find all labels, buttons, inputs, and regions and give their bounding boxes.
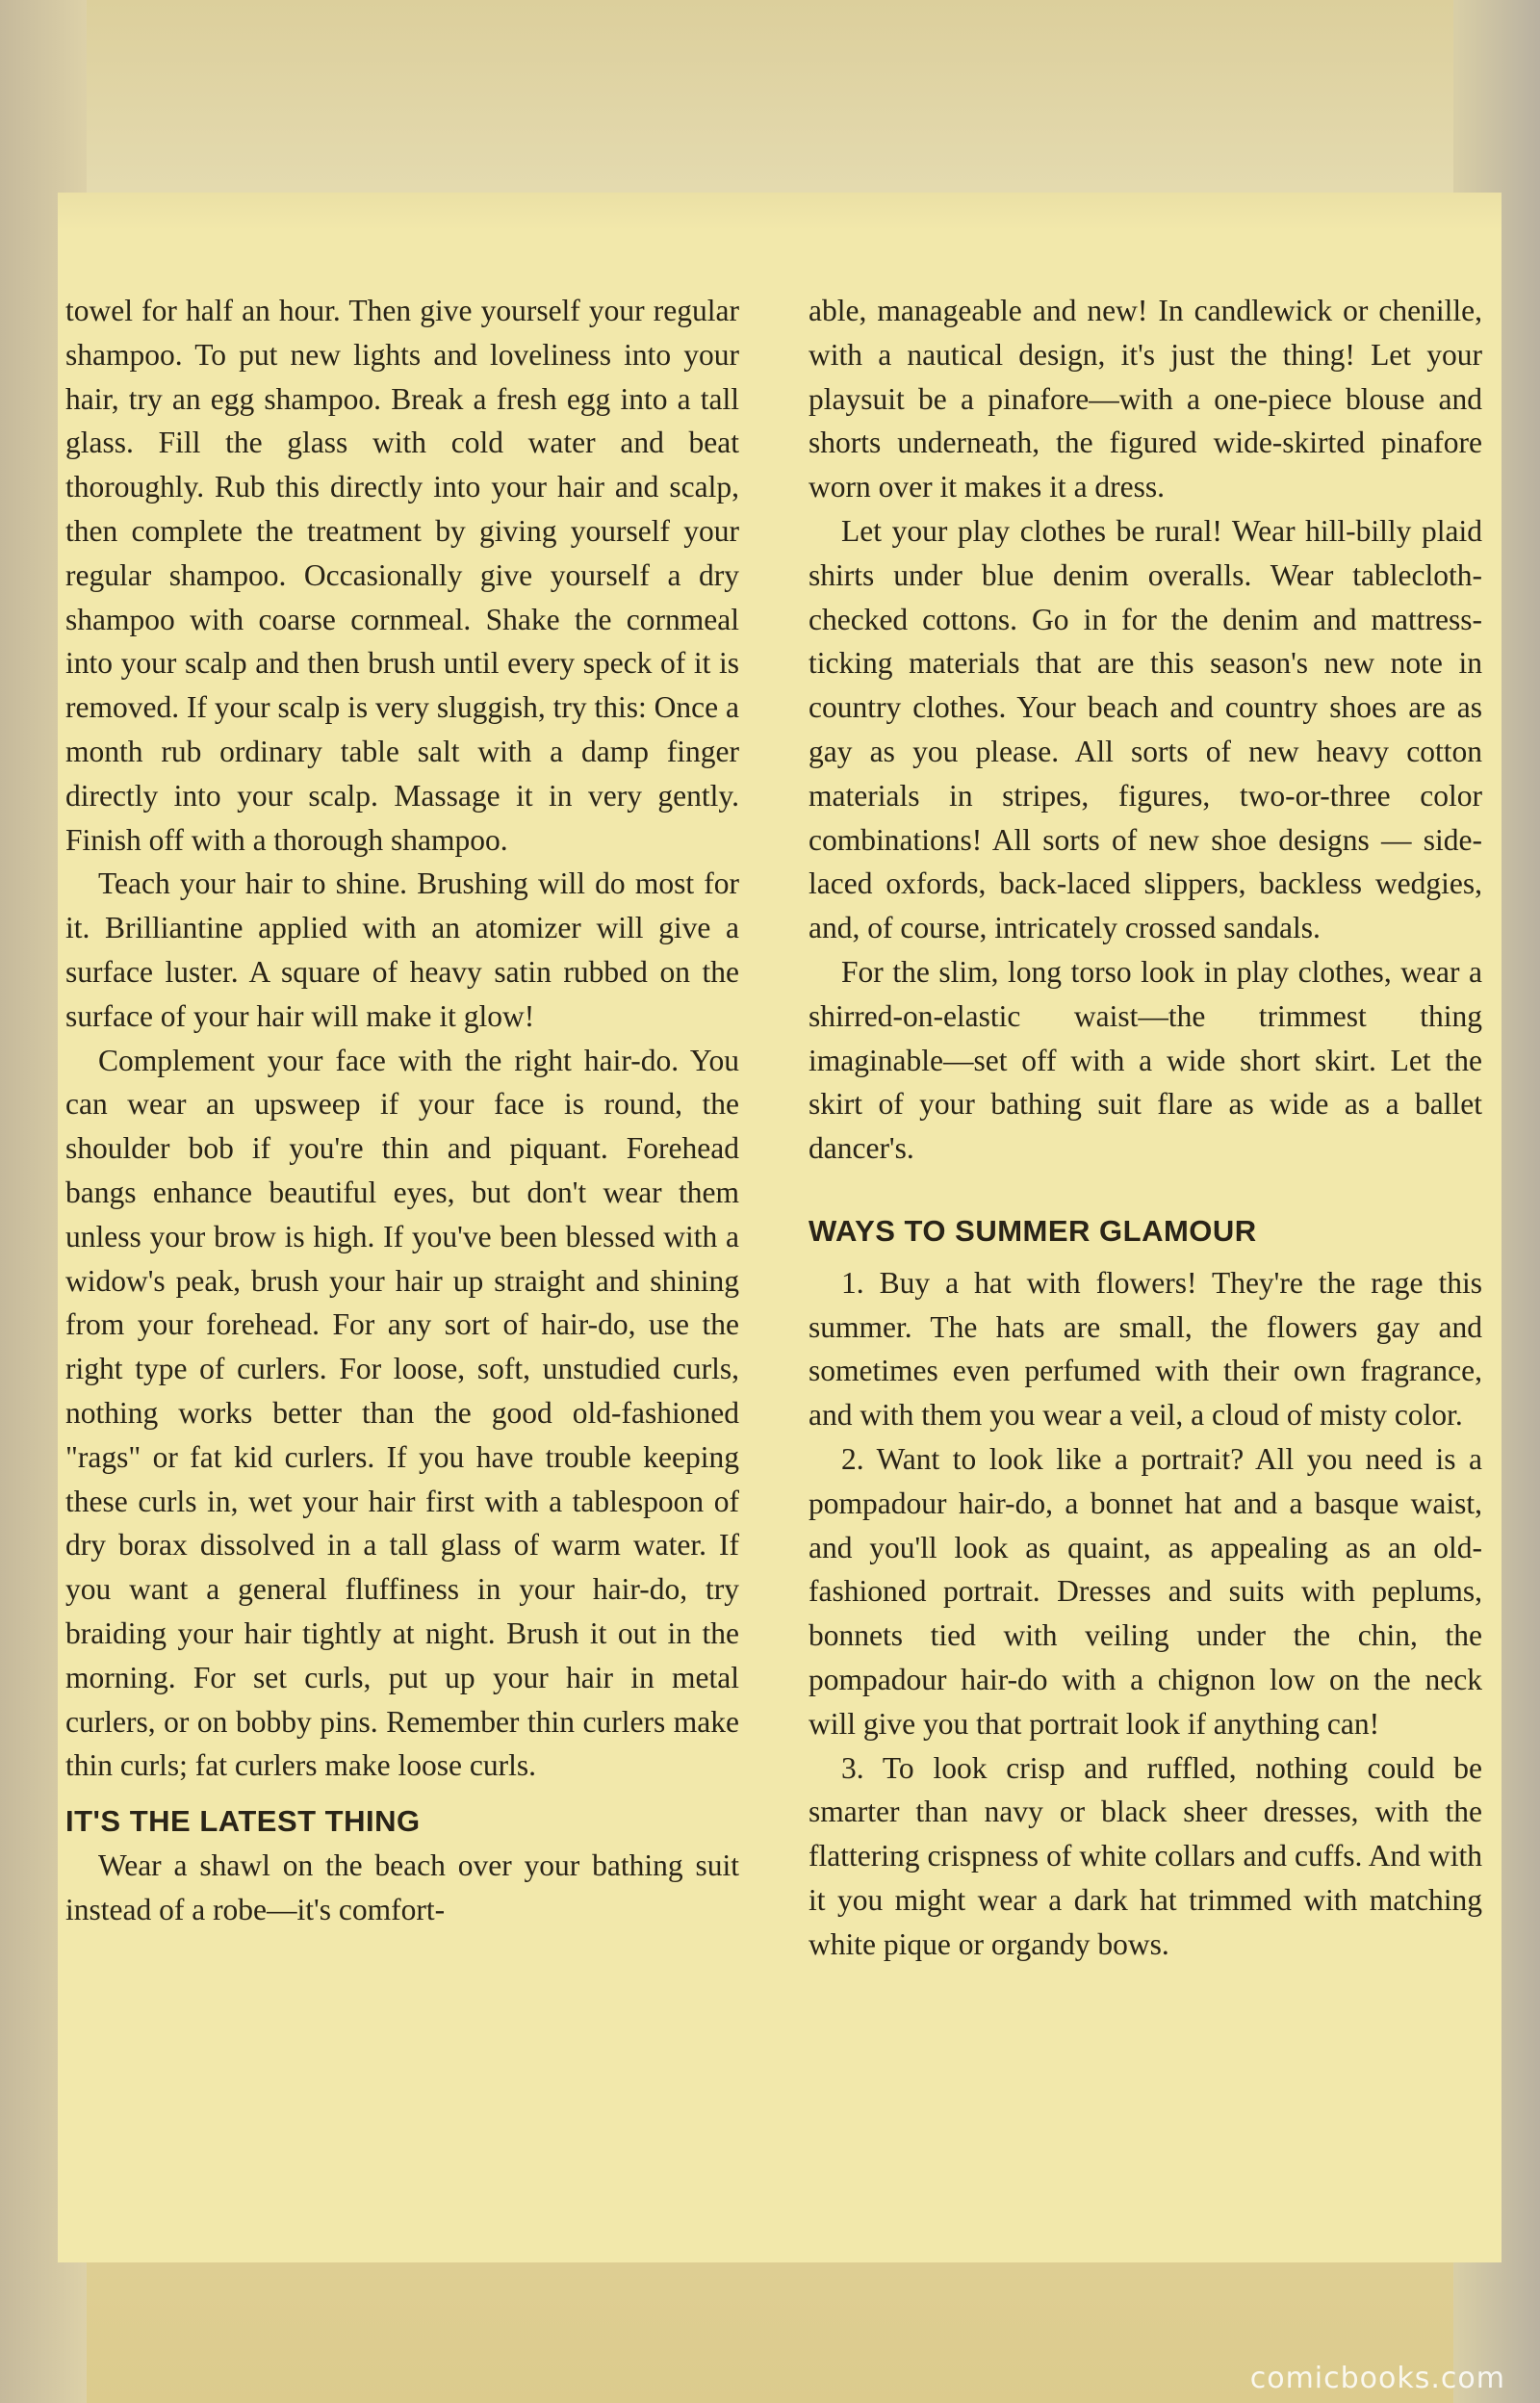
left-paragraph-1: towel for half an hour. Then give yourself your regular shampoo. To put new lights and loveliness into your hair, try an egg shampoo. Break a fresh egg into a tall glass. Fill the glass with cold water and beat thoroughly. Rub this directly into your hair and scalp, then complete the treatment by giving yourself your regular shampoo. Occasionally give yourself a dry shampoo with coarse cornmeal. Shake the cornmeal into your scalp and then brush until every speck of it is removed. If your scalp is very sluggish, try this: Once a month rub ordinary table salt with a damp finger directly into your scalp. Massage it in very gently. Finish off with a thorough shampoo.: [65, 294, 739, 857]
left-paragraph-3: Complement your face with the right hair-do. You can wear an upsweep if your face is round, the shoulder bob if you're thin and piquant. Forehead bangs enhance beautiful eyes, but don't wear them unless your brow is high. If you've been blessed with a widow's peak, brush your hair up straight and shining from your forehead. For any sort of hair-do, use the right type of curlers. For loose, soft, unstudied curls, nothing works better than the good old-fashioned "rags" or fat kid curlers. If you have trouble keeping these curls in, wet your hair first with a tablespoon of dry borax dissolved in a tall glass of warm water. If you want a general fluffiness in your hair-do, try braiding your hair tightly at night. Brush it out in the morning. For set curls, put up your hair in metal curlers, or on bobby pins. Remember thin curlers make thin curls; fat curlers make loose curls.: [65, 1043, 739, 1783]
list-item-2: 2. Want to look like a portrait? All you need is a pompadour hair-do, a bonnet hat and a basque waist, and you'll look as quaint, as appealing as an old-fashioned portrait. Dresses and suits with peplums, bonnets tied with veiling under the chin, the pompadour hair-do with a chignon low on the neck will give you that portrait look if anything can!: [808, 1441, 1482, 1741]
left-paragraph-4: Wear a shawl on the beach over your bathing suit instead of a robe—it's comfort-: [65, 1847, 739, 1926]
list-item-3: 3. To look crisp and ruffled, nothing could be smarter than navy or black sheer dresses, with the flattering crispness of white collars and cuffs. And with it you might wear a dark hat trimmed with matching white pique or organdy bows.: [808, 1750, 1482, 1961]
site-watermark: comicbooks.com: [1249, 2362, 1505, 2395]
text-panel-top-shade: [58, 193, 1502, 231]
right-paragraph-1: able, manageable and new! In candlewick or chenille, with a nautical design, it's just the thing! Let your playsuit be a pinafore—with a one-piece blouse and shorts underneath, the figured wide-skirted pinafore worn over it makes it a dress.: [808, 294, 1482, 504]
left-paragraph-2: Teach your hair to shine. Brushing will do most for it. Brilliantine applied with an atomizer will give a surface luster. A square of heavy satin rubbed on the surface of your hair will make it glow!: [65, 866, 739, 1033]
right-column: [808, 289, 1482, 1966]
left-column: [65, 289, 739, 1931]
right-paragraph-2: Let your play clothes be rural! Wear hill-billy plaid shirts under blue denim overalls. Wear tablecloth-checked cottons. Go in for the denim and mattress-ticking materials that are this season's new note in country clothes. Your beach and country shoes are as gay as you please. All sorts of new heavy cotton materials in stripes, figures, two-or-three color combinations! All sorts of new shoe designs — side-laced oxfords, back-laced slippers, backless wedgies, and, of course, intricately crossed sandals.: [808, 513, 1482, 945]
list-item-1: 1. Buy a hat with flowers! They're the rage this summer. The hats are small, the flowers gay and sometimes even perfumed with their own fragrance, and with them you wear a veil, a cloud of misty color.: [808, 1265, 1482, 1433]
right-paragraph-3: For the slim, long torso look in play clothes, wear a shirred-on-elastic waist—the trimmest thing imaginable—set off with a wide short skirt. Let the skirt of your bathing suit flare as wide as a ballet dancer's.: [808, 954, 1482, 1166]
section-heading-latest-thing: IT'S THE LATEST THING: [65, 1804, 421, 1839]
section-heading-summer-glamour: WAYS TO SUMMER GLAMOUR: [808, 1213, 1257, 1248]
